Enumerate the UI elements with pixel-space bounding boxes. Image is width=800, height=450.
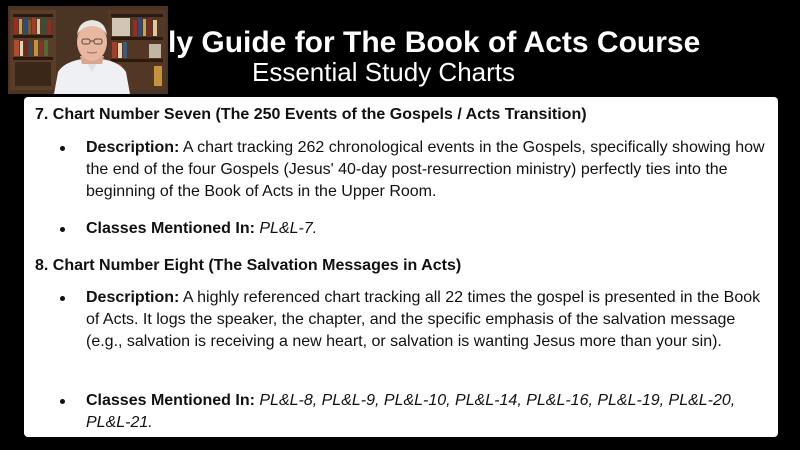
video-header — [0, 0, 800, 96]
classes-label: Classes Mentioned In: — [86, 220, 255, 237]
chart-eight-description: A highly referenced chart tracking all 22 times the gospel is presented in the Book of Acts. It logs the speaker, the chapter, and the specific emphasis of the salvation message (e.g., salvation is receiving a new heart, or salvation is wanting Jesus more than your sin). — [86, 289, 761, 350]
chart-eight-classes-item — [60, 390, 772, 434]
chart-seven-heading: 7. Chart Number Seven (The 250 Events of the Gospels / Acts Transition) — [35, 106, 587, 123]
chart-eight-description-item — [60, 287, 772, 353]
chart-eight-heading: 8. Chart Number Eight (The Salvation Messages in Acts) — [35, 257, 462, 274]
page-title: ly Guide for The Book of Acts Course — [168, 26, 701, 59]
bullet-icon — [60, 399, 65, 404]
bullet-icon — [60, 227, 65, 232]
chart-seven-description-item — [60, 137, 772, 203]
presenter-webcam — [8, 6, 168, 94]
chart-seven-classes-item — [60, 218, 772, 240]
classes-label: Classes Mentioned In: — [86, 392, 255, 409]
bullet-icon — [60, 146, 65, 151]
chart-seven-description: A chart tracking 262 chronological events in the Gospels, specifically showing how the end of the four Gospels (Jesus' 40-day post-resurrection ministry) perfectly ties into the beginning of the Book of Acts in the Upper Room. — [86, 139, 765, 200]
chart-seven-classes: PL&L-7. — [259, 220, 318, 237]
study-charts-panel — [24, 97, 778, 437]
description-label: Description: — [86, 289, 180, 306]
description-label: Description: — [86, 139, 180, 156]
bullet-icon — [60, 296, 65, 301]
presenter-video-image — [8, 6, 168, 94]
page-subtitle: Essential Study Charts — [252, 57, 516, 87]
chart-eight-classes: PL&L-8, PL&L-9, PL&L-10, PL&L-14, PL&L-16, PL&L-19, PL&L-20, PL&L-21. — [86, 392, 736, 431]
